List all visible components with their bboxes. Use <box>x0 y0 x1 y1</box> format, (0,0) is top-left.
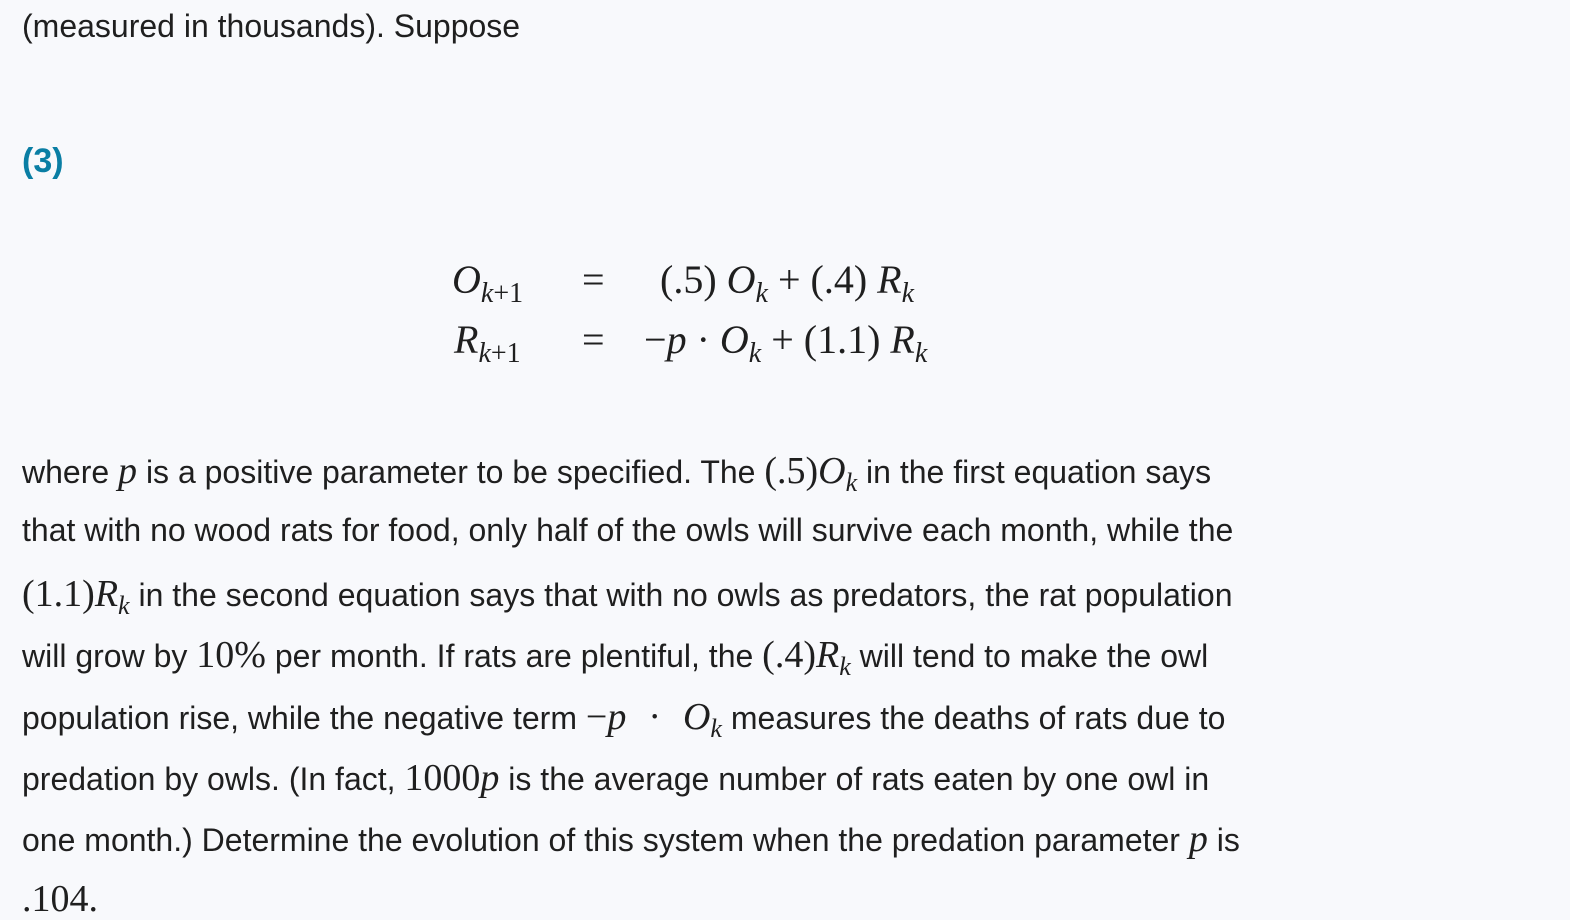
paragraph-line-6 <box>22 759 1209 797</box>
paragraph-line-8 <box>22 880 98 918</box>
p5-dot: · <box>648 696 661 738</box>
eq1-c1: (.5) <box>660 257 717 302</box>
eq1-lhs-sub <box>481 278 523 309</box>
equation-row-1-lhs <box>452 257 524 309</box>
p5-sub-k: k <box>710 714 722 743</box>
eq2-neg: − <box>644 317 667 362</box>
eq1-lhs-var: O <box>452 257 481 302</box>
eq2-c2: (1.1) <box>803 317 881 362</box>
p6-text-b: is the average number of rats eaten by one owl in <box>499 761 1210 797</box>
equation-row-2-equals: = <box>582 317 605 362</box>
p8-value: .104. <box>22 878 98 920</box>
eq1-v1-sub: k <box>755 278 768 309</box>
p7-text-b: is <box>1207 822 1240 858</box>
p4-coef: (.4) <box>762 634 816 676</box>
eq1-lhs-sub-rest: +1 <box>493 278 524 309</box>
eq2-v2-sub: k <box>914 338 928 369</box>
p5-var-p: p <box>607 696 627 738</box>
equation-row-1-rhs <box>660 257 915 309</box>
p1-text-c: in the first equation says <box>857 454 1212 490</box>
p6-var-p: p <box>480 757 500 799</box>
eq1-op: + <box>777 257 801 302</box>
eq1-v1: O <box>726 257 756 302</box>
p1-sub-k: k <box>845 468 858 497</box>
paragraph-line-1 <box>22 450 1212 497</box>
p5-text-a: population rise, while the negative term <box>22 700 586 736</box>
intro-text: (measured in thousands). Suppose <box>22 8 521 44</box>
p6-text-a: predation by owls. (In fact, <box>22 761 405 797</box>
eq2-lhs-sub-k: k <box>478 338 491 369</box>
equation-row-2-lhs <box>454 317 521 369</box>
p3-sub-k: k <box>118 591 130 620</box>
equation-number[interactable]: (3) <box>22 142 64 180</box>
p4-text-b: per month. If rats are plentiful, the <box>265 638 763 674</box>
equation-row-2-rhs <box>644 317 928 369</box>
p5-var-O: O <box>682 696 711 738</box>
paragraph-line-3 <box>22 573 1233 620</box>
eq1-lhs-sub-k: k <box>480 278 494 309</box>
p3-coef: (1.1) <box>22 573 95 615</box>
p4-var-R: R <box>815 634 840 676</box>
p1-text-a: where <box>22 454 119 490</box>
paragraph-line-4 <box>22 634 1209 681</box>
p4-text-a: will grow by <box>22 638 197 674</box>
p1-var-O: O <box>818 450 846 492</box>
p3-var-R: R <box>94 573 119 615</box>
eq1-v2-sub: k <box>901 278 915 309</box>
paragraph-line-7 <box>22 820 1240 858</box>
eq2-v1-sub: k <box>748 338 762 369</box>
eq2-p: p <box>666 317 687 362</box>
eq1-v2: R <box>877 257 902 302</box>
paragraph-line-2: that with no wood rats for food, only half of the owls will survive each month, while the <box>22 512 1234 548</box>
equation-row-1-equals: = <box>582 257 605 302</box>
p4-text-c: will tend to make the owl <box>850 638 1209 674</box>
p7-var-p: p <box>1188 818 1208 860</box>
eq2-lhs-var: R <box>454 317 479 362</box>
eq1-c2: (.4) <box>810 257 868 302</box>
p5-text-b: measures the deaths of rats due to <box>721 700 1226 736</box>
p5-neg: − <box>585 696 608 738</box>
eq2-lhs-sub-rest: +1 <box>490 338 521 369</box>
p7-text-a: one month.) Determine the evolution of this system when the predation parameter <box>22 822 1189 858</box>
eq2-lhs-sub <box>478 338 520 369</box>
eq2-dot: · <box>696 317 710 362</box>
eq2-v2: R <box>890 317 915 362</box>
paragraph-line-5 <box>22 696 1226 743</box>
p4-sub-k: k <box>839 652 851 681</box>
p6-number: 1000 <box>404 757 481 799</box>
p1-text-b: is a positive parameter to be specified. The <box>137 454 765 490</box>
eq2-op: + <box>771 317 794 362</box>
p1-coef: (.5) <box>764 450 819 492</box>
p4-percent: 10% <box>196 634 266 676</box>
p3-text-a: in the second equation says that with no owls as predators, the rat population <box>129 577 1233 613</box>
p1-var-p: p <box>118 450 138 492</box>
eq2-v1: O <box>719 317 749 362</box>
